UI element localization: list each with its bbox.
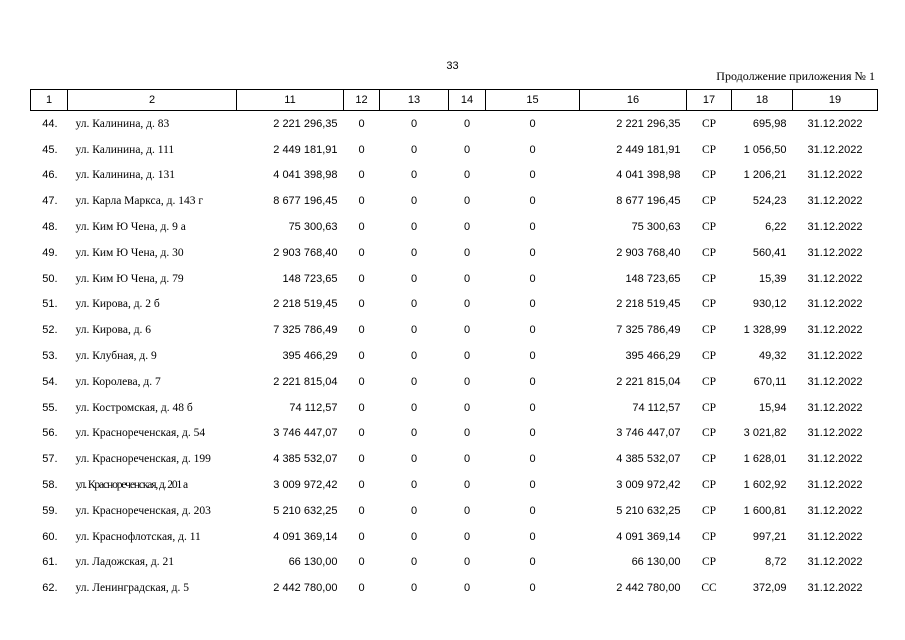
col-18-value: 8,72 (765, 556, 787, 569)
col-11-amount: 8 677 196,45 (273, 195, 338, 208)
col-14-value: 0 (463, 582, 471, 595)
col-header: 13 (380, 90, 449, 111)
address: ул. Краснореченская, д. 203 (75, 504, 211, 517)
col-13-value: 0 (410, 143, 418, 156)
col-18-value: 997,21 (752, 530, 787, 543)
col-17-code: СР (701, 195, 717, 208)
col-header: 12 (344, 90, 380, 111)
address: ул. Кирова, д. 2 б (75, 298, 160, 311)
address: ул. Краснореченская, д. 54 (75, 427, 206, 440)
col-11-amount: 74 112,57 (289, 401, 338, 414)
row-number: 47. (42, 195, 58, 208)
col-15-value: 0 (529, 298, 536, 311)
table-row (31, 472, 878, 498)
col-18-value: 1 602,92 (743, 479, 787, 492)
col-16-amount: 2 442 780,00 (616, 582, 681, 595)
col-17-code: СС (701, 582, 717, 595)
address: ул. Ладожская, д. 21 (75, 556, 174, 569)
address: ул. Краснореченская, д. 199 (75, 453, 211, 466)
col-16-amount: 4 091 369,14 (616, 530, 681, 543)
col-15-value: 0 (529, 350, 536, 363)
col-header: 19 (793, 90, 878, 111)
address: ул. Краснофлотская, д. 11 (75, 530, 201, 543)
col-13-value: 0 (410, 453, 418, 466)
col-16-amount: 75 300,63 (631, 221, 681, 234)
col-13-value: 0 (410, 582, 418, 595)
address: ул. Ким Ю Чена, д. 9 а (75, 221, 186, 234)
row-number: 50. (42, 272, 58, 285)
col-17-code: СР (701, 375, 717, 388)
col-18-value: 1 206,21 (743, 169, 787, 182)
col-16-amount: 4 385 532,07 (616, 453, 681, 466)
col-13-value: 0 (410, 427, 418, 440)
col-16-amount: 5 210 632,25 (616, 504, 681, 517)
col-16-amount: 8 677 196,45 (616, 195, 681, 208)
col-19-date: 31.12.2022 (807, 401, 863, 414)
row-number: 49. (42, 246, 58, 259)
col-12-value: 0 (358, 246, 365, 259)
col-17-code: СР (701, 427, 717, 440)
col-14-value: 0 (463, 479, 471, 492)
col-19-date: 31.12.2022 (807, 246, 863, 259)
col-13-value: 0 (410, 298, 418, 311)
col-11-amount: 395 466,29 (282, 350, 338, 363)
col-17-code: СР (701, 298, 717, 311)
row-number: 52. (42, 324, 58, 337)
col-16-amount: 74 112,57 (632, 401, 681, 414)
col-19-date: 31.12.2022 (807, 169, 863, 182)
col-13-value: 0 (410, 556, 418, 569)
col-18-value: 372,09 (752, 582, 787, 595)
col-11-amount: 66 130,00 (288, 556, 338, 569)
address: ул. Королева, д. 7 (75, 375, 161, 388)
row-number: 59. (42, 504, 58, 517)
col-12-value: 0 (358, 479, 365, 492)
col-14-value: 0 (463, 453, 471, 466)
col-16-amount: 2 221 815,04 (616, 375, 681, 388)
col-17-code: СР (701, 556, 717, 569)
row-number: 44. (42, 117, 58, 130)
col-15-value: 0 (529, 117, 536, 130)
col-12-value: 0 (358, 504, 365, 517)
col-19-date: 31.12.2022 (807, 479, 863, 492)
col-18-value: 1 600,81 (743, 504, 787, 517)
col-12-value: 0 (358, 375, 365, 388)
col-17-code: СР (701, 221, 717, 234)
col-17-code: СР (701, 272, 717, 285)
col-12-value: 0 (358, 298, 365, 311)
col-17-code: СР (701, 117, 717, 130)
row-number: 60. (42, 530, 58, 543)
col-19-date: 31.12.2022 (807, 143, 863, 156)
col-11-amount: 4 385 532,07 (273, 453, 338, 466)
row-number: 48. (42, 221, 58, 234)
col-16-amount: 3 746 447,07 (616, 427, 681, 440)
col-19-date: 31.12.2022 (807, 195, 863, 208)
col-16-amount: 4 041 398,98 (616, 169, 681, 182)
col-19-date: 31.12.2022 (807, 556, 863, 569)
col-17-code: СР (701, 143, 717, 156)
col-12-value: 0 (358, 195, 365, 208)
address: ул. Калинина, д. 111 (75, 143, 175, 156)
table-row (31, 188, 878, 214)
col-18-value: 670,11 (753, 375, 787, 388)
col-18-value: 524,23 (752, 195, 787, 208)
col-11-amount: 2 442 780,00 (273, 582, 338, 595)
col-13-value: 0 (410, 272, 418, 285)
col-13-value: 0 (410, 117, 418, 130)
address: ул. Краснореченская, д. 201 а (75, 479, 187, 492)
col-13-value: 0 (410, 246, 418, 259)
col-16-amount: 2 449 181,91 (616, 143, 681, 156)
col-15-value: 0 (529, 221, 536, 234)
col-14-value: 0 (463, 117, 471, 130)
col-11-amount: 4 091 369,14 (273, 530, 338, 543)
col-11-amount: 2 218 519,45 (273, 298, 338, 311)
col-12-value: 0 (358, 117, 365, 130)
page-number: 33 (446, 60, 459, 72)
table-row (31, 550, 878, 576)
col-16-amount: 2 218 519,45 (616, 298, 681, 311)
address: ул. Калинина, д. 83 (75, 117, 170, 130)
col-15-value: 0 (529, 169, 536, 182)
col-16-amount: 7 325 786,49 (616, 324, 681, 337)
col-17-code: СР (701, 350, 717, 363)
col-header: 17 (687, 90, 732, 111)
table-row (31, 292, 878, 318)
col-14-value: 0 (463, 350, 471, 363)
col-14-value: 0 (463, 272, 471, 285)
table-row (31, 214, 878, 240)
col-12-value: 0 (358, 582, 365, 595)
col-19-date: 31.12.2022 (807, 375, 863, 388)
row-number: 53. (42, 350, 58, 363)
col-15-value: 0 (529, 582, 536, 595)
address: ул. Костромская, д. 48 б (75, 401, 193, 414)
col-header: 15 (486, 90, 580, 111)
table-row (31, 317, 878, 343)
table-row (31, 163, 878, 189)
col-14-value: 0 (463, 556, 471, 569)
col-11-amount: 2 903 768,40 (273, 246, 338, 259)
col-14-value: 0 (463, 401, 471, 414)
col-header: 16 (580, 90, 687, 111)
col-11-amount: 5 210 632,25 (273, 504, 338, 517)
col-12-value: 0 (358, 272, 365, 285)
col-19-date: 31.12.2022 (807, 582, 863, 595)
col-16-amount: 3 009 972,42 (616, 479, 681, 492)
col-18-value: 1 328,99 (743, 324, 787, 337)
col-13-value: 0 (410, 169, 418, 182)
col-14-value: 0 (463, 504, 471, 517)
table-row (31, 369, 878, 395)
col-15-value: 0 (529, 246, 536, 259)
row-number: 61. (42, 556, 58, 569)
address: ул. Калинина, д. 131 (75, 169, 176, 182)
col-15-value: 0 (529, 272, 536, 285)
table-row (31, 498, 878, 524)
table-row (31, 137, 878, 163)
col-14-value: 0 (463, 221, 471, 234)
col-14-value: 0 (463, 530, 471, 543)
col-19-date: 31.12.2022 (807, 324, 863, 337)
col-14-value: 0 (463, 324, 471, 337)
row-number: 57. (42, 453, 58, 466)
table-row (31, 343, 878, 369)
col-17-code: СР (701, 504, 717, 517)
table-row (31, 111, 878, 137)
col-19-date: 31.12.2022 (807, 272, 863, 285)
col-header: 14 (449, 90, 486, 111)
col-13-value: 0 (410, 479, 418, 492)
col-14-value: 0 (463, 375, 471, 388)
row-number: 58. (42, 479, 58, 492)
row-number: 62. (42, 582, 58, 595)
col-18-value: 1 628,01 (743, 453, 787, 466)
col-13-value: 0 (410, 324, 418, 337)
table-row (31, 575, 878, 601)
row-number: 56. (42, 427, 58, 440)
col-14-value: 0 (463, 246, 471, 259)
col-12-value: 0 (358, 350, 365, 363)
col-15-value: 0 (529, 375, 536, 388)
col-16-amount: 2 903 768,40 (616, 246, 681, 259)
col-15-value: 0 (529, 479, 536, 492)
col-18-value: 15,39 (758, 272, 787, 285)
table-row (31, 446, 878, 472)
header-row (31, 90, 878, 111)
col-header: 11 (237, 90, 344, 111)
col-17-code: СР (701, 246, 717, 259)
col-18-value: 1 056,50 (743, 143, 787, 156)
col-12-value: 0 (358, 530, 365, 543)
col-11-amount: 75 300,63 (288, 221, 338, 234)
col-18-value: 930,12 (752, 298, 787, 311)
col-18-value: 560,41 (752, 246, 787, 259)
row-number: 51. (42, 298, 58, 311)
col-15-value: 0 (529, 530, 536, 543)
col-14-value: 0 (463, 169, 471, 182)
address: ул. Ленинградская, д. 5 (75, 582, 189, 595)
row-number: 55. (42, 401, 58, 414)
col-12-value: 0 (358, 427, 365, 440)
col-14-value: 0 (463, 427, 471, 440)
col-12-value: 0 (358, 221, 365, 234)
col-13-value: 0 (410, 195, 418, 208)
address: ул. Кирова, д. 6 (75, 324, 152, 337)
col-17-code: СР (701, 453, 717, 466)
col-12-value: 0 (358, 324, 365, 337)
col-13-value: 0 (410, 375, 418, 388)
row-number: 46. (42, 169, 58, 182)
col-13-value: 0 (410, 530, 418, 543)
col-15-value: 0 (529, 324, 536, 337)
col-15-value: 0 (529, 556, 536, 569)
table-row (31, 524, 878, 550)
col-header: 2 (68, 90, 237, 111)
col-13-value: 0 (410, 401, 418, 414)
col-14-value: 0 (463, 143, 471, 156)
table-row (31, 266, 878, 292)
col-14-value: 0 (463, 195, 471, 208)
col-11-amount: 148 723,65 (282, 272, 338, 285)
col-15-value: 0 (529, 427, 536, 440)
row-number: 54. (42, 375, 58, 388)
col-12-value: 0 (358, 169, 365, 182)
address: ул. Клубная, д. 9 (75, 350, 157, 363)
col-12-value: 0 (358, 453, 365, 466)
col-17-code: СР (701, 530, 717, 543)
col-19-date: 31.12.2022 (807, 530, 863, 543)
col-header: 18 (732, 90, 793, 111)
appendix-table (30, 89, 878, 601)
col-17-code: СР (701, 479, 717, 492)
col-18-value: 15,94 (758, 401, 787, 414)
table-row (31, 395, 878, 421)
col-18-value: 6,22 (765, 221, 787, 234)
col-13-value: 0 (410, 504, 418, 517)
col-19-date: 31.12.2022 (807, 427, 863, 440)
col-19-date: 31.12.2022 (807, 298, 863, 311)
col-15-value: 0 (529, 504, 536, 517)
col-16-amount: 66 130,00 (631, 556, 681, 569)
col-19-date: 31.12.2022 (807, 453, 863, 466)
col-19-date: 31.12.2022 (807, 221, 863, 234)
col-17-code: СР (701, 169, 717, 182)
col-19-date: 31.12.2022 (807, 504, 863, 517)
address: ул. Ким Ю Чена, д. 79 (75, 272, 184, 285)
table-row (31, 421, 878, 447)
col-15-value: 0 (529, 453, 536, 466)
col-11-amount: 4 041 398,98 (273, 169, 338, 182)
table-row (31, 240, 878, 266)
address: ул. Карла Маркса, д. 143 г (75, 195, 204, 208)
row-number: 45. (42, 143, 58, 156)
col-11-amount: 3 746 447,07 (273, 427, 338, 440)
col-18-value: 695,98 (752, 117, 787, 130)
col-16-amount: 395 466,29 (625, 350, 681, 363)
col-13-value: 0 (410, 221, 418, 234)
continuation-caption: Продолжение приложения № 1 (716, 69, 875, 83)
col-11-amount: 3 009 972,42 (273, 479, 338, 492)
col-11-amount: 7 325 786,49 (273, 324, 338, 337)
col-13-value: 0 (410, 350, 418, 363)
col-14-value: 0 (463, 298, 471, 311)
col-17-code: СР (701, 401, 717, 414)
col-17-code: СР (701, 324, 717, 337)
col-15-value: 0 (529, 401, 536, 414)
col-11-amount: 2 221 296,35 (273, 117, 338, 130)
col-12-value: 0 (358, 401, 365, 414)
col-12-value: 0 (358, 143, 365, 156)
col-19-date: 31.12.2022 (807, 350, 863, 363)
col-16-amount: 148 723,65 (625, 272, 681, 285)
col-16-amount: 2 221 296,35 (616, 117, 681, 130)
col-15-value: 0 (529, 143, 536, 156)
col-11-amount: 2 449 181,91 (273, 143, 338, 156)
col-header: 1 (31, 90, 68, 111)
col-18-value: 49,32 (758, 350, 787, 363)
col-11-amount: 2 221 815,04 (273, 375, 338, 388)
col-18-value: 3 021,82 (743, 427, 787, 440)
col-19-date: 31.12.2022 (807, 117, 863, 130)
col-12-value: 0 (358, 556, 365, 569)
col-15-value: 0 (529, 195, 536, 208)
address: ул. Ким Ю Чена, д. 30 (75, 246, 184, 259)
